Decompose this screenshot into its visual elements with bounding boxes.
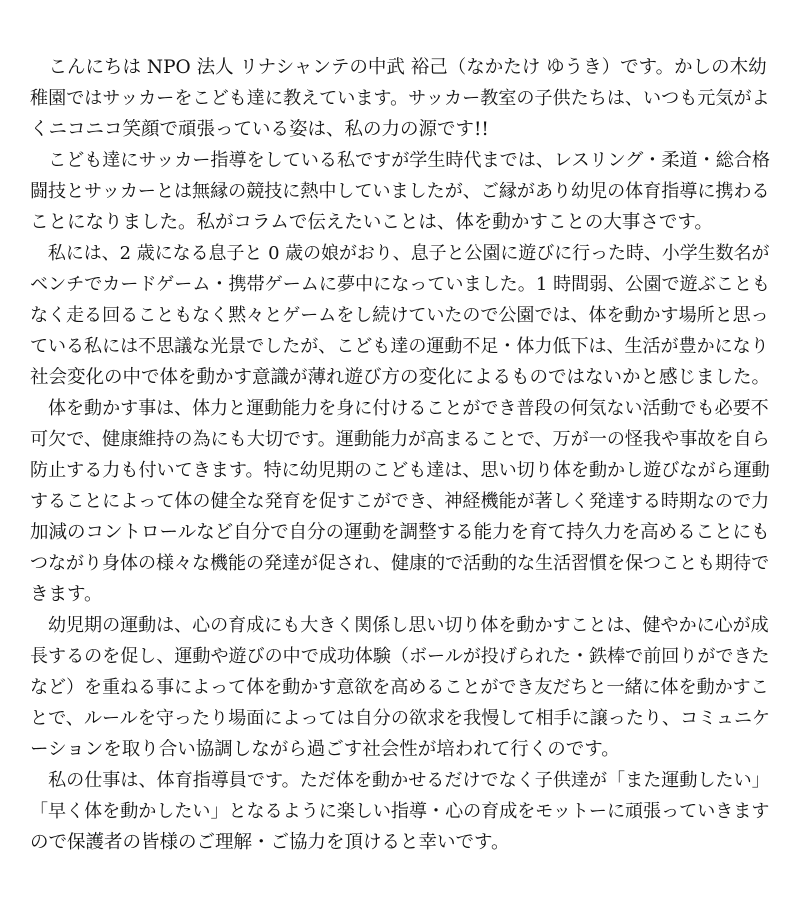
text-line: 加減のコントロールなど自分で自分の運動を調整する能力を育て持久力を高めることにも [30,522,770,543]
text-line: ーションを取り合い協調しながら過ごす社会性が培われて行くのです。 [30,739,620,760]
text-line: 「早く体を動かしたい」となるように楽しい指導・心の育成をモットーに頑張っていきます [30,801,770,822]
text-line: することによって体の健全な発育を促すこができ、神経機能が著しく発達する時期なので力 [30,491,770,512]
column-article [30,52,770,858]
text-line: くニコニコ笑顔で頑張っている姿は、私の力の源です!! [30,119,489,140]
text-line: 私の仕事は、体育指導員です。ただ体を動かせるだけでなく子供達が「また運動したい」 [30,770,770,791]
text-line: こども達にサッカー指導をしている私ですが学生時代までは、レスリング・柔道・総合格 [30,150,770,171]
text-line: 体を動かす事は、体力と運動能力を身に付けることができ普段の何気ない活動でも必要不 [30,398,769,419]
text-line: 闘技とサッカーとは無縁の競技に熱中していましたが、ご縁があり幼児の体育指導に携わる [30,181,770,202]
text-line: こんにちは NPO 法人 リナシャンテの中武 裕己（なかたけ ゆうき）です。かしの木幼 [30,57,767,78]
text-line: とで、ルールを守ったり場面によっては自分の欲求を我慢して相手に譲ったり、コミュニケ [30,708,771,729]
text-line: 幼児期の運動は、心の育成にも大きく関係し思い切り体を動かすことは、健やかに心が成 [30,615,769,636]
text-line: 社会変化の中で体を動かす意識が薄れ遊び方の変化によるものではないかと感じました。 [30,367,771,388]
text-line: ベンチでカードゲーム・携帯ゲームに夢中になっていました。1 時間弱、公園で遊ぶことも [30,274,771,295]
text-line: 可欠で、健康維持の為にも大切です。運動能力が高まることで、万が一の怪我や事故を自ら [30,429,770,450]
text-line: など）を重ねる事によって体を動かす意欲を高めることができ友だちと一緒に体を動かすこ [30,677,769,698]
text-line: ている私には不思議な光景でしたが、こども達の運動不足・体力低下は、生活が豊かになり [30,336,769,357]
text-line: ことになりました。私がコラムで伝えたいことは、体を動かすことの大事さです。 [30,212,713,233]
text-line: 私には、2 歳になる息子と 0 歳の娘がおり、息子と公園に遊びに行った時、小学生数名が [30,243,770,264]
text-line: 長するのを促し、運動や遊びの中で成功体験（ボールが投げられた・鉄棒で前回りができた [30,646,770,667]
text-line: 稚園ではサッカーをこども達に教えています。サッカー教室の子供たちは、いつも元気がよ [30,88,770,109]
text-line: なく走る回ることもなく黙々とゲームをし続けていたので公園では、体を動かす場所と思っ [30,305,769,326]
text-line: きます。 [30,584,103,605]
text-line: つながり身体の様々な機能の発達が促され、健康的で活動的な生活習慣を保つことも期待で [30,553,770,574]
text-line: 防止する力も付いてきます。特に幼児期のこども達は、思い切り体を動かし遊びながら運動 [30,460,770,481]
text-line: ので保護者の皆様のご理解・ご協力を頂けると幸いです。 [30,832,510,853]
